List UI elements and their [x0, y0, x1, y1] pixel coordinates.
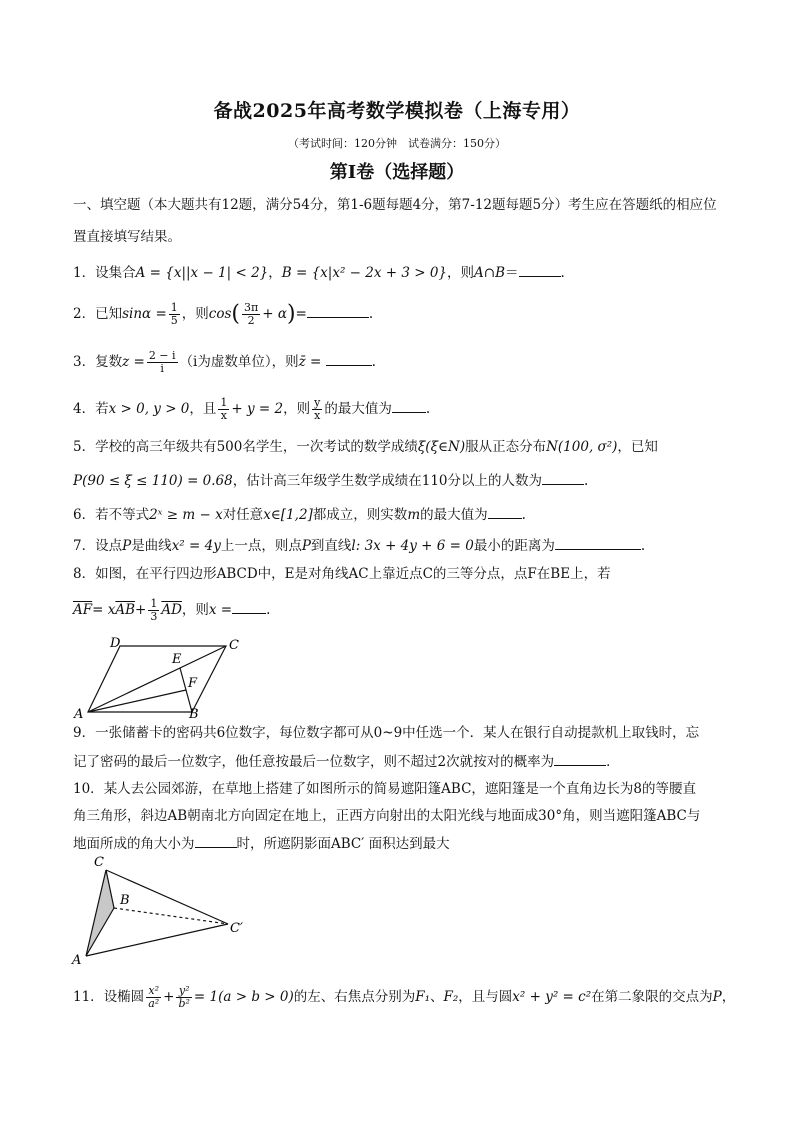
- q11-point: P: [712, 989, 722, 1005]
- denominator: 2: [247, 314, 255, 327]
- q8-text-b: ，则: [181, 602, 209, 618]
- question-3: [73, 350, 725, 375]
- denominator: x: [220, 409, 227, 422]
- q5-end: .: [584, 473, 589, 489]
- answer-blank[interactable]: [392, 398, 426, 413]
- q5-text-c: ，已知: [617, 439, 658, 455]
- q3-equals: =: [305, 354, 326, 370]
- q5-text-d: ，估计高三年级学生数学成绩在110分以上的人数为: [232, 473, 543, 489]
- numerator: 1: [150, 597, 158, 610]
- answer-blank[interactable]: [232, 599, 266, 614]
- q8-equals-x: = x: [92, 602, 116, 618]
- question-7: [73, 535, 725, 556]
- q1-set-b: B = {x|x² − 2x + 3 > 0}: [281, 265, 448, 281]
- q5-distribution: N(100, σ²): [546, 439, 618, 455]
- q2-inner-fraction: [242, 302, 260, 327]
- q1-set-a: A = {x||x − 1| < 2}: [135, 265, 269, 281]
- answer-blank[interactable]: [555, 535, 641, 550]
- label-c: C: [229, 638, 239, 653]
- denominator: 3: [150, 610, 158, 623]
- question-number: 7．: [73, 538, 96, 554]
- question-5-line-1: [73, 437, 725, 457]
- q6-inequality: 2ˣ ≥ m − x: [149, 507, 223, 523]
- answer-blank[interactable]: [519, 262, 561, 277]
- answer-blank[interactable]: [326, 351, 372, 366]
- q3-text: 复数: [95, 354, 123, 370]
- q2-text: 已知: [95, 306, 123, 322]
- q8-vector-ad: $\overline{AD}$: [161, 602, 182, 618]
- q2-fraction: [169, 302, 180, 327]
- q7-point: P: [122, 538, 132, 554]
- q7-text-b: 是曲线: [131, 538, 172, 554]
- q6-text-b: 对任意: [222, 507, 264, 523]
- q6-text-d: 的最大值为: [420, 507, 488, 523]
- q11-equation: = 1(a > b > 0): [193, 989, 294, 1005]
- q2-text-b: ，则: [181, 306, 209, 322]
- q7-line: l: 3x + 4y + 6 = 0: [351, 538, 474, 554]
- q5-probability: P(90 ≤ ξ ≤ 110) = 0.68: [73, 473, 233, 489]
- question-10-line-2: [73, 806, 725, 826]
- answer-blank[interactable]: [488, 504, 522, 519]
- right-paren: ): [286, 301, 296, 327]
- q3-zbar: z̄: [298, 354, 306, 370]
- segment-af: [88, 690, 186, 712]
- parallelogram-figure: [72, 632, 272, 718]
- answer-blank[interactable]: [542, 470, 584, 485]
- q4-fraction-1: [218, 397, 229, 422]
- section-title: 第I卷（选择题）: [329, 162, 465, 183]
- exam-subtitle: （考试时间：120分钟 试卷满分：150分）: [288, 137, 506, 150]
- q7-text-e: 最小的距离为: [473, 538, 555, 554]
- question-number: 2．: [73, 306, 96, 322]
- question-2: [73, 302, 725, 327]
- q2-equals: =: [295, 306, 307, 322]
- q6-m: m: [407, 507, 421, 523]
- q3-fraction: [147, 350, 178, 375]
- question-number: 3．: [73, 354, 96, 370]
- answer-blank[interactable]: [554, 751, 606, 766]
- question-11: [73, 984, 736, 1010]
- q7-text-d: 到直线: [310, 538, 352, 554]
- denominator: b²: [178, 997, 190, 1010]
- q2-end: .: [368, 306, 374, 322]
- numerator: 3π: [243, 301, 259, 314]
- q10-text-b: 角三角形，斜边AB朝南北方向固定在地上，正西方向射出的太阳光线与地面成30°角，则当遮阳篷ABC与: [73, 808, 701, 824]
- q11-focus-2: F₂: [443, 989, 459, 1005]
- q4-fraction-2: [312, 397, 322, 422]
- question-5-line-2: [73, 470, 725, 491]
- question-4: [73, 397, 725, 422]
- q11-plus: +: [163, 989, 175, 1005]
- denominator: x: [314, 409, 321, 422]
- question-number: 5．: [73, 439, 96, 455]
- q7-text-c: 上一点，则点: [220, 538, 302, 554]
- diagonal-ac: [88, 646, 226, 712]
- q4-text-d: 的最大值为: [324, 401, 392, 417]
- q5-variable: ξ(ξ∈N): [417, 439, 466, 455]
- label-d: D: [110, 636, 121, 651]
- q8-fraction: [148, 598, 159, 623]
- question-9-line-1: [73, 723, 725, 743]
- exam-title: 备战2025年高考数学模拟卷（上海专用）: [213, 100, 581, 122]
- question-8-line-2: [73, 598, 725, 623]
- edge-ac-prime: [86, 924, 228, 956]
- question-number: 1．: [73, 265, 96, 281]
- q9-text-b: 记了密码的最后一位数字，他任意按最后一位数字，则不超过2次就按对的概率为: [73, 754, 555, 770]
- q8-end: .: [266, 602, 271, 618]
- q1-end: .: [560, 265, 565, 281]
- sunshade-figure: [70, 852, 260, 968]
- label-c: C: [94, 855, 104, 870]
- denominator: a²: [148, 997, 160, 1010]
- q4-end: .: [425, 401, 431, 417]
- q6-range: x∈[1,2]: [263, 507, 313, 523]
- q1-text-b: ，则: [447, 265, 475, 281]
- q2-sin: sinα =: [122, 306, 167, 322]
- q11-text-c: ，且与圆: [458, 989, 513, 1005]
- shade-triangle-abc: [86, 870, 114, 956]
- label-a: A: [74, 707, 84, 718]
- q2-inner-tail: + α: [262, 306, 287, 322]
- numerator: 1: [220, 396, 228, 409]
- q11-fraction-1: [146, 985, 161, 1010]
- q1-text: 设集合: [95, 265, 136, 281]
- q7-curve: x² = 4y: [171, 538, 221, 554]
- label-f: F: [188, 676, 198, 691]
- q11-text-b: 的左、右焦点分别为: [293, 989, 416, 1005]
- q9-text: 一张储蓄卡的密码共6位数字，每位数字都可从0~9中任选一个．某人在银行自动提款机上取钱时，忘: [95, 725, 700, 741]
- q11-circle: x² + y² = c²: [512, 989, 592, 1005]
- q6-text: 若不等式: [95, 507, 150, 523]
- question-number: 8．: [73, 566, 96, 582]
- question-number: 10．: [73, 781, 104, 797]
- q5-text-b: 服从正态分布: [465, 439, 547, 455]
- q3-end: .: [371, 354, 376, 370]
- label-b: B: [189, 707, 199, 718]
- question-8-line-1: [73, 564, 725, 584]
- q9-end: ．: [606, 754, 620, 770]
- q10-text: 某人去公园郊游，在草地上搭建了如图所示的简易遮阳篷ABC，遮阳篷是一个直角边长为8的等腰直: [103, 781, 697, 797]
- q4-text-b: ，且: [189, 401, 217, 417]
- label-e: E: [172, 652, 182, 667]
- q8-text: 如图，在平行四边形ABCD中，E是对角线AC上靠近点C的三等分点，点F在BE上，若: [95, 566, 611, 582]
- q4-text-c: ，则: [283, 401, 311, 417]
- question-1: [73, 262, 725, 283]
- numerator: y: [314, 396, 321, 409]
- q4-equation: + y = 2: [231, 401, 284, 417]
- q1-separator: ，: [268, 265, 282, 281]
- q3-z: z =: [122, 354, 145, 370]
- numerator: x²: [146, 985, 161, 998]
- q8-plus: +: [135, 602, 147, 618]
- denominator: 5: [170, 314, 178, 327]
- numerator: y²: [176, 985, 191, 998]
- numerator: 2 − i: [148, 349, 176, 362]
- q1-equals: ＝: [505, 265, 519, 281]
- question-number: 9．: [73, 725, 96, 741]
- question-number: 4．: [73, 401, 96, 417]
- q4-condition: x > 0, y > 0: [108, 401, 190, 417]
- question-6: [73, 504, 725, 525]
- numerator: 1: [170, 301, 178, 314]
- answer-blank[interactable]: [307, 303, 369, 318]
- q6-end: .: [521, 507, 526, 523]
- q10-text-d: 时，所遮阴影面ABC′ 面积达到最大: [236, 836, 450, 852]
- answer-blank[interactable]: [195, 833, 237, 848]
- question-number: 11．: [73, 989, 104, 1005]
- q2-cos: cos: [208, 306, 232, 322]
- left-paren: (: [231, 301, 240, 327]
- label-c-prime: C′: [230, 921, 243, 936]
- instructions: 一、填空题（本大题共有12题，满分54分，第1-6题每题4分，第7-12题每题5分）考生应在答题纸的相应位置直接填写结果。: [73, 197, 717, 245]
- q5-text: 学校的高三年级共有500名学生，一次考试的数学成绩: [95, 439, 418, 455]
- q6-text-c: 都成立，则实数: [312, 507, 408, 523]
- q11-fraction-2: [176, 985, 191, 1010]
- q11-separator: 、: [430, 989, 444, 1005]
- q11-text: 设椭圆: [103, 989, 145, 1005]
- q7-text: 设点: [95, 538, 123, 554]
- denominator: i: [160, 362, 164, 375]
- q3-text-b: （i为虚数单位），则: [179, 354, 299, 370]
- q10-text-c: 地面所成的角大小为: [73, 836, 195, 852]
- q7-end: .: [640, 538, 646, 554]
- q11-focus-1: F₁: [415, 989, 430, 1005]
- q7-point-2: P: [301, 538, 311, 554]
- label-b: B: [120, 893, 130, 908]
- q8-x: x =: [208, 602, 233, 618]
- question-number: 6．: [73, 507, 96, 523]
- q1-expression: A∩B: [474, 265, 505, 281]
- question-10-line-3: [73, 833, 725, 854]
- question-9-line-2: [73, 751, 725, 772]
- label-a: A: [72, 953, 82, 968]
- q4-text: 若: [95, 401, 109, 417]
- q11-end: ，: [721, 989, 736, 1005]
- question-10-line-1: [73, 779, 725, 799]
- q8-vector-af: $\overline{AF}$: [73, 602, 93, 618]
- q8-vector-ab: $\overline{AB}$: [115, 602, 136, 618]
- q11-text-d: 在第二象限的交点为: [591, 989, 713, 1005]
